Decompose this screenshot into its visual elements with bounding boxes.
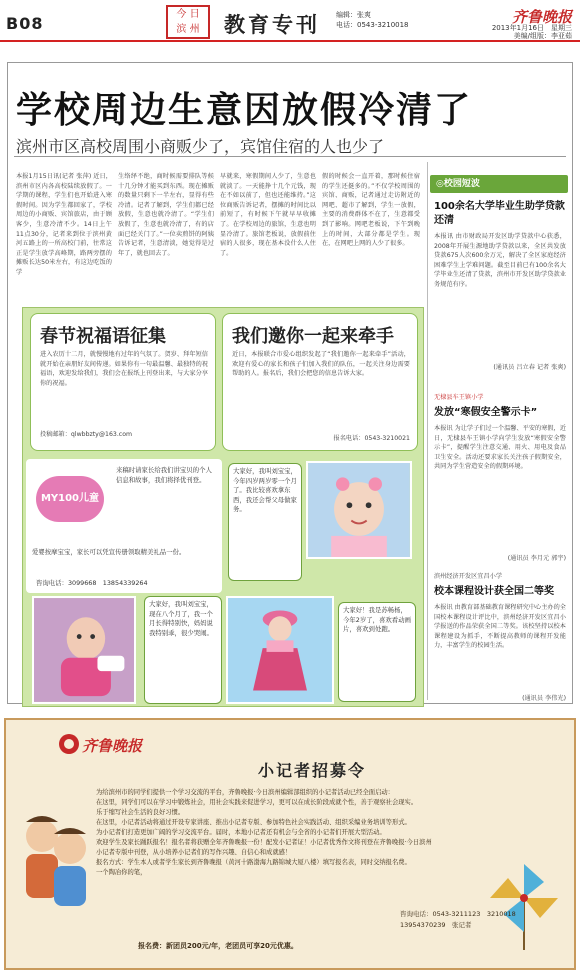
studio-badge: MY100儿童摄影 (36, 476, 104, 522)
local-logo: 今 日 滨 州 (166, 5, 210, 39)
sidebar-item-2-label: 无棣县车王镇小学 (434, 394, 484, 401)
baby-photo-girl-dress (226, 596, 334, 704)
notice-hand-in-hand-text: 近日，本报联合市爱心组织发起了“我们邀你一起来牵手”活动，欢迎有爱心的家长和孩子们加入我们的队伍，一起关注身边需要帮助的人。报名后，我们会把您的信息告诉大家。 (232, 351, 410, 378)
masthead (0, 0, 580, 42)
sidebar-item-1-title: 100余名大学毕业生助学贷款还清 (434, 201, 565, 226)
article-column-4: 假的时候会一直开着，那时候住宿的学生还挺多的。”不仅学校周围的宾馆、商贩，记者通过走访附近的网吧、超市了解到，学生一放假，主要的消费群体不在了，生意都受到了影响。网吧老板说，下午到晚上的时间，大部分都是学生。现在，在网吧上网的人少了很多。 (322, 173, 420, 248)
sidebar-item-2-byline: (通讯员 李月元 郭宇) (507, 555, 566, 562)
ad-caption-2: 爱婴按摩宝宝，家长可以凭宣传册领取精美礼品一份。 (32, 548, 186, 556)
sidebar-item-3-title: 校本课程设计获全国二等奖 (434, 586, 554, 597)
section-title: 教育专刊 (224, 12, 320, 37)
child-reporters-illustration (16, 808, 96, 908)
article-column-1: 本报1月15日讯(记者 张萍) 近日，滨州市区内各高校陆续放假了。一学期的课程，学生们也开始进入寒假时间。因为学生都回家了，学校周边的小商贩、宾馆旅店，由于顾客少，生意冷清不少。14日上午11点30分，记者来到位于滨州黄河五路上的一所高校门前，往常这正是学生放学高峰期，路两旁摆的摊贩长达50米左右，有这边吃饭的学 (16, 173, 112, 276)
sidebar-item-3-text: 本报讯 由教育部基础教育课程研究中心主办的全国校本课程设计评比中，滨州经济开发区宜昌小学报送的作品荣获全国二等奖。该校坚持以校本课程建设为抓手，不断提高教师的课程开发能力，丰富学生的校园生活。 (434, 604, 566, 650)
baby-photo-boy (32, 596, 136, 704)
date-line: 2013年1月16日 星期三 美编/组版：李亚茹 (491, 24, 572, 40)
sidebar-item-2-title: 发放“寒假安全警示卡” (434, 407, 538, 418)
recruit-details: 为给滨州市的同学们提供一个学习交流的平台，齐鲁晚报·今日滨州编辑部组织的小记者活动已经全面启动： 在这里，同学们可以在学习中锻炼社会，用社会实践来促进学习，更可以在成长阶段成就个性，善于观察社会现实。 乐于缩写社会生活的良好习惯。 在这里，小记者活动将通过开设专家讲座、推出小记者专版、参加特色社会实践活动、组织采编业务培训等形式。 为小记者们打造更加广阔的学习交流平台。届时，本地小记者还有机会与全省的小记者们开展大型活动。 欢迎学生及家长踊跃报名！报名者将获赠全年齐鲁晚报一份！配发小记者证！小记者优秀作文将刊登在齐鲁晚报·今日滨州 小记者专版中刊登，从小培养小记者们的写作兴趣、自信心和成就感！ 报名方式：学生本人或者学生家长到齐鲁晚报（黄河十路渤海九路锦城大厦八楼）填写报名表，同时交纳报名费。 一个陶冶你的笔， (96, 789, 432, 876)
headline: 学校周边生意因放假冷清了 (16, 90, 473, 131)
recruit-contact: 咨询电话：0543-3211123 3210018 13954370239 张记者 (400, 910, 516, 929)
baby-photo-girl-flowers (306, 461, 412, 559)
subheadline: 滨州市区高校周围小商贩少了，宾馆住宿的人也少了 (16, 137, 385, 156)
recruit-brand: 齐鲁晚报 (82, 737, 143, 755)
notice-hand-in-hand-title: 我们邀你一起来牵手 (232, 326, 394, 347)
brand-logo-icon (58, 733, 80, 755)
page-number: B08 (6, 14, 44, 33)
registration-fee: 报名费：新团员200元/年，老团员可享20元优惠。 (138, 942, 298, 950)
notice-greetings-contact: 投稿邮箱：qlwbbzty@163.com (40, 431, 133, 438)
headline-divider (14, 156, 566, 157)
baby-1-message: 大家好，我叫刘宝宝，今年四岁两岁零一个月了。我比较喜欢拿东西，我还会帮父母做家务。 (228, 463, 302, 581)
sidebar-item-2-text: 本报讯 为让学子们过一个温馨、平安的寒假，近日，无棣县车王镇小学向学生发放“寒假安全警示卡”，提醒学生注意交通、用火、用电及食品卫生安全。活动还要求家长关注孩子假期安全，共同为学生营造安全的假期环境。 (434, 425, 566, 471)
pinwheel-icon (484, 858, 564, 950)
sidebar-item-3-byline: (通讯员 李伟光) (522, 695, 566, 702)
editor-info: 编辑：张爽 电话：0543-3210018 (336, 11, 409, 29)
article-column-2: 生络绎不绝，商时候需要排队等候十几分钟才能买到东西。现在摊贩的数量只剩下一半左右，显得有些冷清。记者了解到，学生们都已经放假，生意也就冷清了。“学生们放假了，生意也就冷清了，有的店面已经关门了。”一位卖煎饼的阿姨告诉记者，生意清淡，她觉得是过年了，就也回去了。 (118, 173, 214, 257)
sidebar-item-3-label: 滨州经济开发区宜昌小学 (434, 573, 503, 580)
notice-hand-in-hand-contact: 报名电话：0543-3210021 (333, 435, 410, 442)
baby-2-message: 大家好，我叫刘宝宝，现在八个月了，我一个月长得特别快，妈妈说我特别乖，很少哭闹。 (144, 596, 222, 704)
article-column-3: 早就来，寒假期间人少了，生意也就淡了。一天能挣十几个元钱，现在不如以前了，但也还能维持。”这位商贩告诉记者，摆摊的时间比以前短了，有时候下午就早早收摊了。在学校周边的旅馆，生意也明显冷清了。旅馆老板说，放假前住宿的人很多，现在基本没什么人住了。 (220, 173, 316, 257)
campus-news-tag: ◎校园短波 (430, 175, 568, 193)
sidebar-item-1-byline: (通讯员 吕立春 记者 张爽) (493, 364, 566, 371)
notice-greetings-title: 春节祝福语征集 (40, 326, 166, 347)
recruit-title: 小记者招募令 (258, 761, 367, 780)
newspaper-brand: 齐鲁晚报 (511, 8, 572, 26)
ad-phone: 咨询电话：3099668 13854339264 (36, 579, 148, 587)
baby-3-message: 大家好！我是苏畅杨，今年2岁了，喜欢看动画片，喜欢到处跑。 (338, 602, 416, 702)
ad-caption: 来稿时请家长给我们讲宝贝的个人信息和故事，我们将择优刊登。 (116, 466, 212, 484)
sidebar-item-1-text: 本报讯 由市财政局开发区助学贷款中心获悉，2008年开展生源地助学贷款以来，全区共发放贷款675人次600余万元，解决了全区家庭经济困难学生上学难问题。截至目前已有100余名大学毕业生还清了贷款，滨州市开发区助学贷款业务规范有序。 (434, 233, 566, 288)
notice-greetings-text: 进入农历十二月，就慢慢地有过年的气氛了。贺岁、拜年短信就开始在亲朋好友间传递。如果你有一句最温馨、最独特的祝福语，欢迎发给我们，我们会在报纸上刊登出来，与大家分享你的祝福。 (40, 351, 208, 387)
column-divider (427, 162, 428, 700)
